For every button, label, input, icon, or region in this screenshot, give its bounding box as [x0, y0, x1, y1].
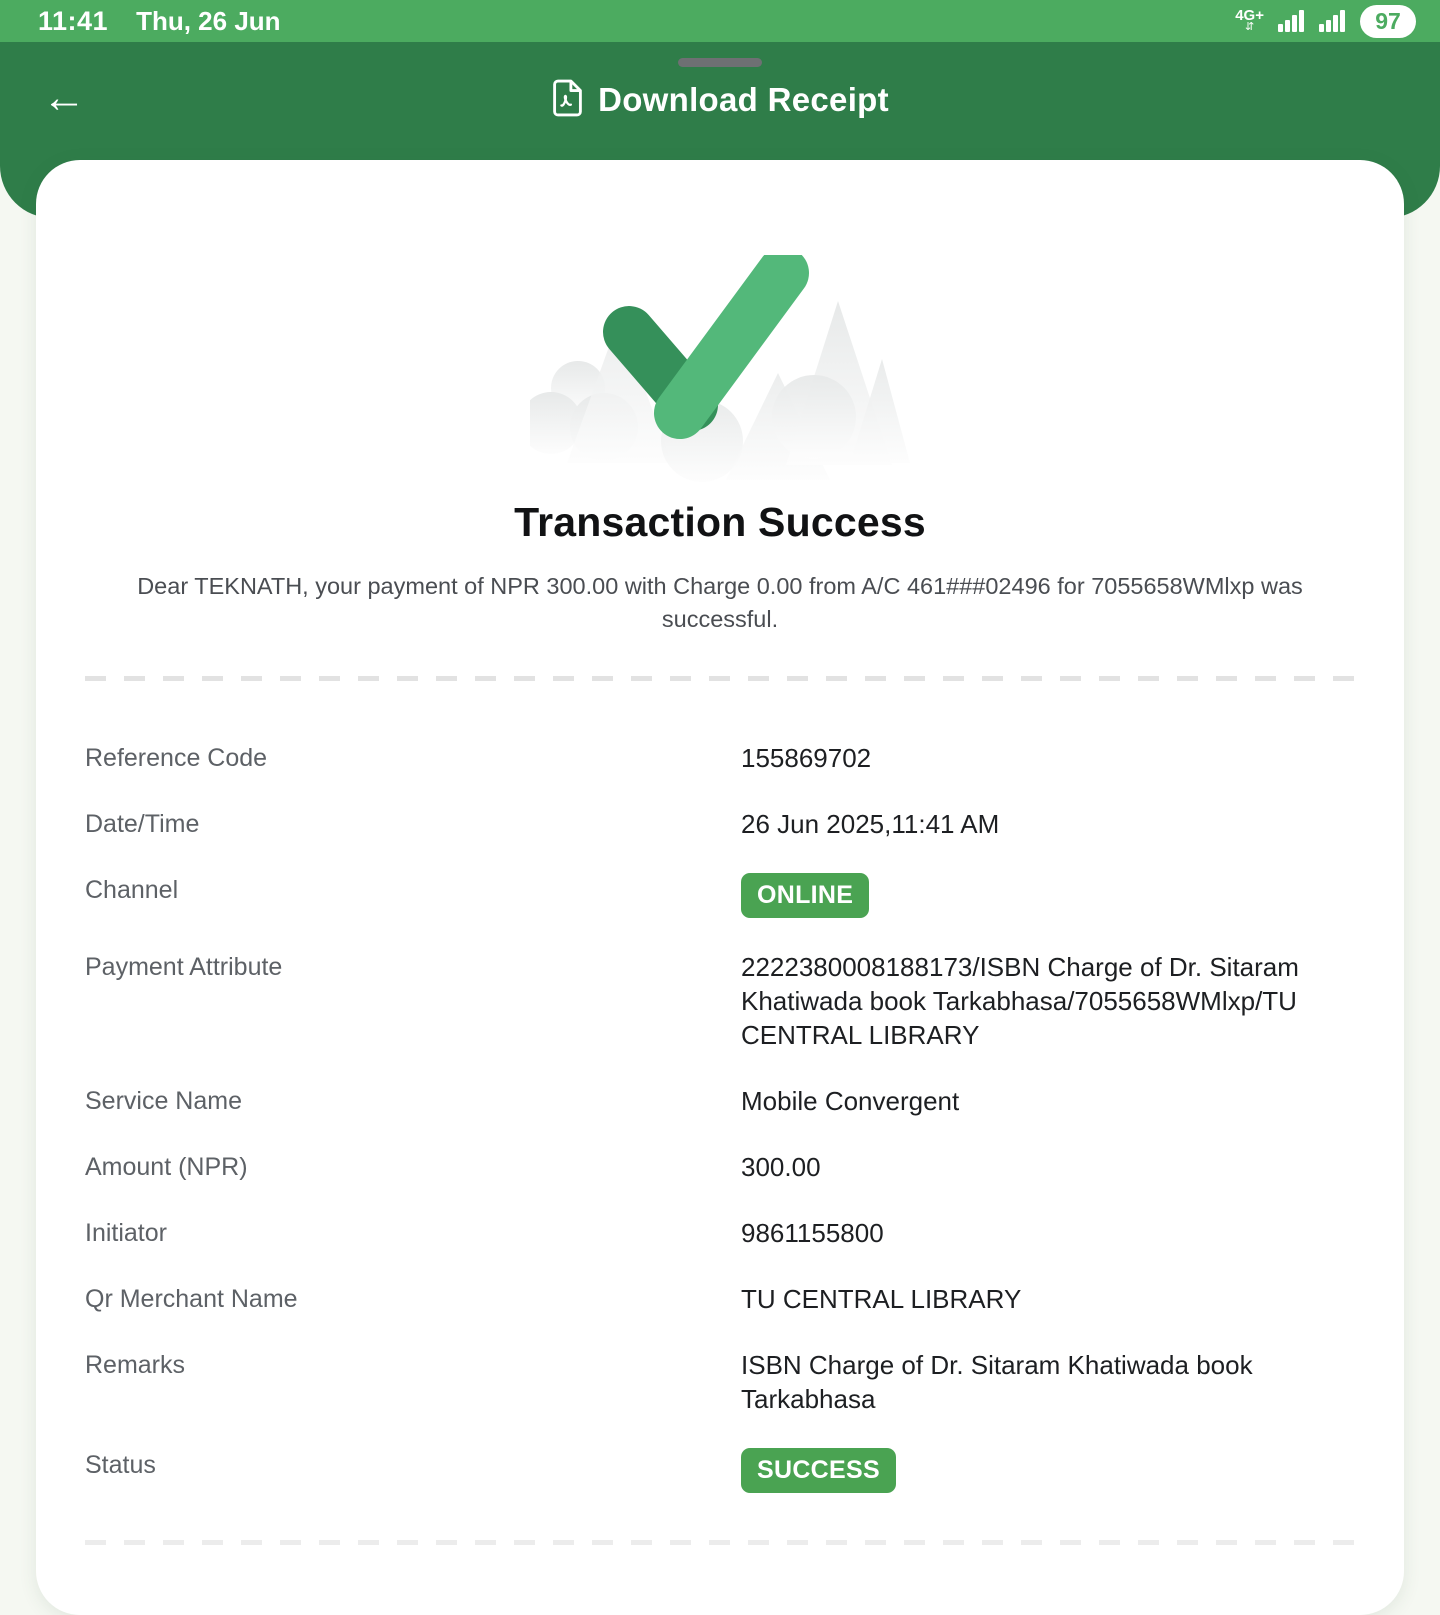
detail-value: [741, 873, 1355, 918]
check-long-stroke: [680, 273, 783, 413]
channel-badge: ONLINE: [741, 873, 869, 918]
arrow-left-icon: ←: [42, 73, 86, 122]
detail-label: Qr Merchant Name: [85, 1285, 298, 1313]
battery-icon: 97: [1360, 5, 1416, 38]
detail-row: [85, 1348, 1355, 1416]
detail-value: [741, 1448, 1355, 1493]
detail-value: ISBN Charge of Dr. Sitaram Khatiwada book Tarkabhasa: [741, 1350, 1253, 1414]
receipt-card: [36, 160, 1404, 1615]
pdf-download-icon: [551, 79, 584, 122]
data-arrows-icon: ⇵: [1245, 20, 1255, 33]
detail-row: [85, 741, 1355, 775]
detail-label: Reference Code: [85, 744, 268, 772]
detail-row: [85, 807, 1355, 841]
detail-row: [85, 1150, 1355, 1184]
detail-label: Payment Attribute: [85, 953, 283, 981]
status-bar-left: [38, 6, 281, 37]
detail-label: Initiator: [85, 1219, 167, 1247]
transaction-result-message: Dear TEKNATH, your payment of NPR 300.00 with Charge 0.00 from A/C 461###02496 for 7055658WMlxp was successful.: [137, 573, 1303, 632]
detail-row: [85, 873, 1355, 918]
detail-row: [85, 1084, 1355, 1118]
detail-value: 2222380008188173/ISBN Charge of Dr. Sitaram Khatiwada book Tarkabhasa/7055658WMlxp/TU CENTRAL LIBRARY: [741, 952, 1299, 1050]
signal-bars-icon: [1319, 10, 1346, 32]
detail-value: 300.00: [741, 1152, 821, 1182]
drag-handle[interactable]: [678, 58, 762, 67]
transaction-details-list: [36, 741, 1404, 1493]
download-receipt-button[interactable]: [0, 78, 1440, 122]
detail-label: Date/Time: [85, 810, 200, 838]
dashed-divider-bottom: [85, 1540, 1355, 1545]
status-bar: [0, 0, 1440, 42]
clock-time: 11:41: [38, 5, 109, 36]
detail-label: Remarks: [85, 1351, 186, 1379]
detail-value: 155869702: [741, 743, 872, 773]
detail-label: Service Name: [85, 1087, 242, 1115]
detail-row: [85, 1282, 1355, 1316]
transaction-result-title: Transaction Success: [514, 499, 926, 545]
detail-value: Mobile Convergent: [741, 1086, 960, 1116]
page-title: Download Receipt: [598, 81, 889, 118]
status-bar-right: [1235, 5, 1416, 38]
detail-value: TU CENTRAL LIBRARY: [741, 1284, 1022, 1314]
status-date: Thu, 26 Jun: [136, 5, 281, 36]
signal-bars-icon: [1278, 10, 1305, 32]
success-checkmark-illustration: [530, 255, 910, 485]
dashed-divider-top: [85, 676, 1355, 681]
status-badge: SUCCESS: [741, 1448, 896, 1493]
detail-row: [85, 950, 1355, 1052]
detail-row: [85, 1216, 1355, 1250]
detail-row: [85, 1448, 1355, 1493]
detail-label: Channel: [85, 876, 179, 904]
detail-value: 26 Jun 2025,11:41 AM: [741, 809, 1000, 839]
detail-label: Amount (NPR): [85, 1153, 248, 1181]
network-type-icon: 4G+ ⇵: [1235, 6, 1264, 33]
detail-value: 9861155800: [741, 1218, 884, 1248]
detail-label: Status: [85, 1451, 156, 1479]
